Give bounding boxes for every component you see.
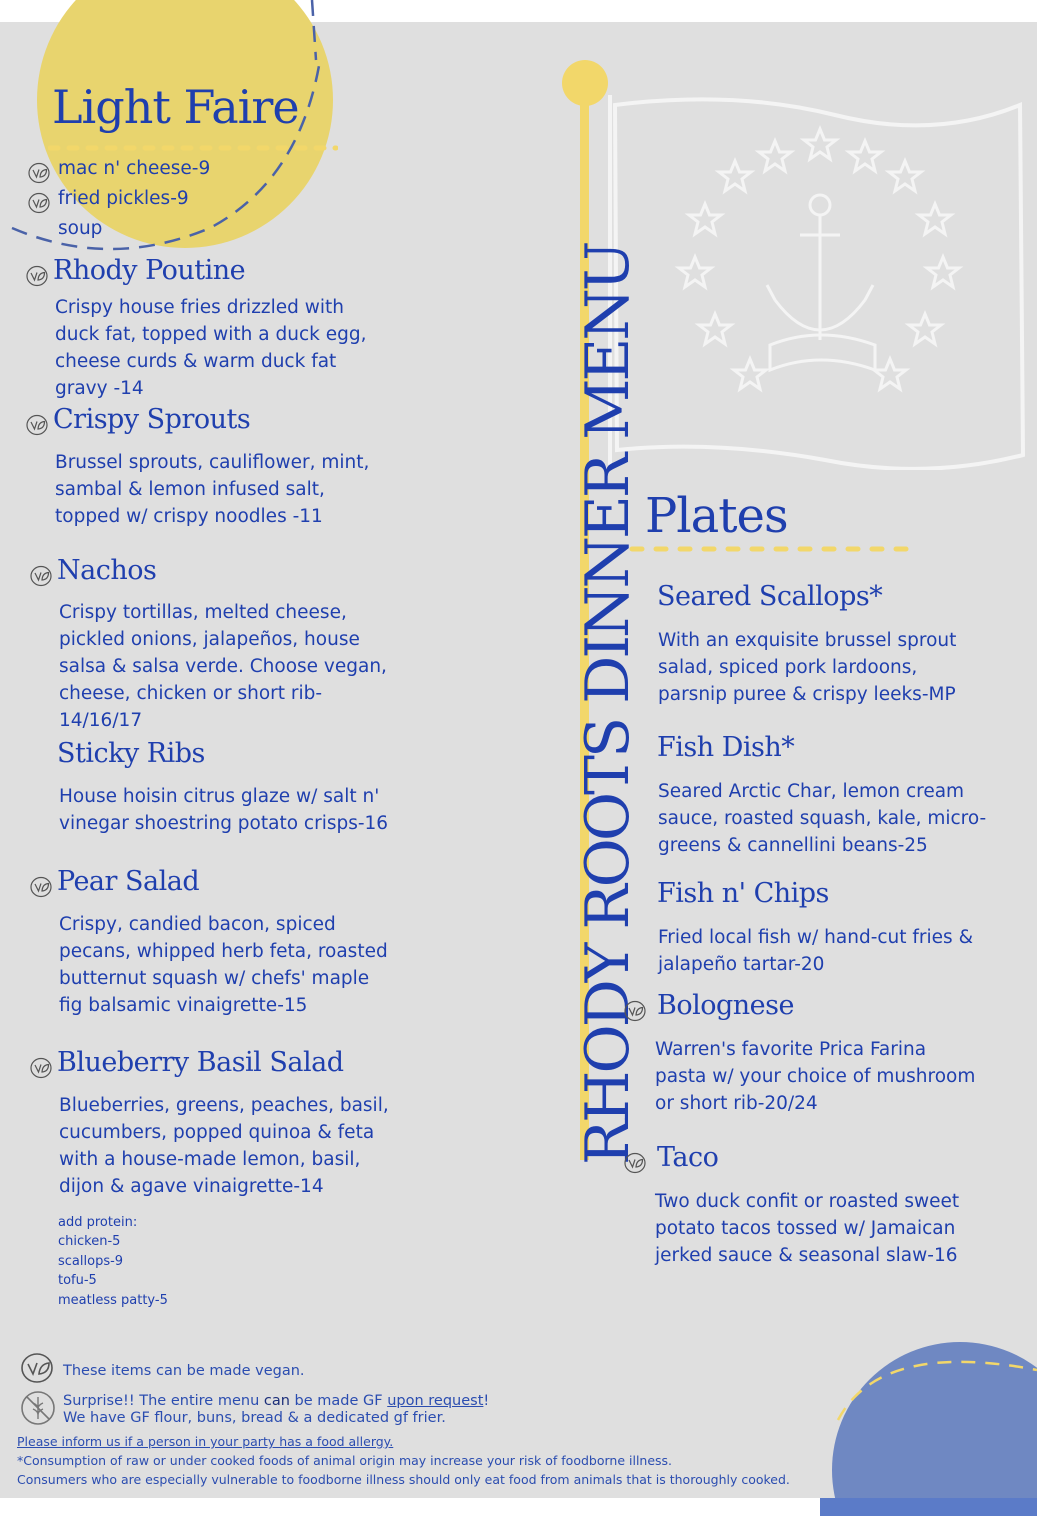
menu-item-description: butternut squash w/ chefs' maple [59,968,370,989]
menu-item-title: Nachos [57,555,157,586]
consumption-warning-1: *Consumption of raw or under cooked foods of animal origin may increase your risk of foodborne illness. [17,1453,673,1468]
light-faire-item: soup [58,218,103,239]
vegan-icon [26,265,48,287]
vegan-icon [624,1152,646,1174]
upon-request-link[interactable]: upon request [387,1393,484,1409]
menu-item-description: gravy -14 [55,378,144,399]
gf-note-line2: We have GF flour, buns, bread & a dedicated gf frier. [63,1410,446,1426]
plate-item-description: greens & cannellini beans-25 [658,835,928,856]
menu-item-title: Sticky Ribs [57,738,205,769]
rhode-island-flag-outline [605,85,1030,470]
plate-item-description: jerked sauce & seasonal slaw-16 [655,1245,958,1266]
plate-item-description: Seared Arctic Char, lemon cream [658,781,965,802]
menu-item-description: cheese, chicken or short rib- [59,683,323,704]
protein-option: scallops-9 [58,1253,124,1269]
plate-item-description: pasta w/ your choice of mushroom [655,1066,976,1087]
menu-title: RHODY ROOTS DINNER MENU [573,243,643,1165]
light-faire-heading: Light Faire [52,80,299,134]
consumption-warning-2: Consumers who are especially vulnerable to foodborne illness should only eat food from animals that is thoroughly cooked. [17,1472,790,1487]
menu-item-description: Blueberries, greens, peaches, basil, [59,1095,389,1116]
gluten-free-icon [20,1390,56,1426]
menu-item-title: Rhody Poutine [53,255,246,286]
menu-item-description: with a house-made lemon, basil, [59,1149,361,1170]
protein-option: chicken-5 [58,1234,121,1249]
protein-option: tofu-5 [58,1273,97,1288]
vegan-icon [30,1057,52,1079]
menu-item-description: Crispy tortillas, melted cheese, [59,602,347,623]
plate-item-description: sauce, roasted squash, kale, micro- [658,808,987,829]
vegan-icon [28,162,50,184]
plate-item-description: Warren's favorite Prica Farina [655,1039,927,1060]
add-protein-label: add protein: [58,1215,138,1230]
vegan-icon [26,414,48,436]
menu-item-description: House hoisin citrus glaze w/ salt n' [59,786,380,807]
gf-note-text-c: be made GF [289,1393,388,1409]
menu-item-description: salsa & salsa verde. Choose vegan, [59,656,387,677]
plate-item-title: Taco [657,1142,719,1173]
plate-item-description: or short rib-20/24 [655,1093,818,1114]
menu-item-description: cucumbers, popped quinoa & feta [59,1122,375,1143]
menu-item-description: duck fat, topped with a duck egg, [55,324,367,345]
plate-item-description: parsnip puree & crispy leeks-MP [658,684,956,705]
vegan-icon [30,565,52,587]
plate-item-description: salad, spiced pork lardoons, [658,657,918,678]
plate-item-description: With an exquisite brussel sprout [658,630,957,651]
menu-item-description: Brussel sprouts, cauliflower, mint, [55,452,370,473]
menu-item-title: Pear Salad [57,866,200,897]
heading-dotted-divider [48,143,338,153]
gf-note-line1 [63,1393,489,1409]
plate-item-title: Fish n' Chips [657,878,829,909]
plate-item-title: Seared Scallops* [657,581,883,612]
menu-item-description: vinegar shoestring potato crisps-16 [59,813,389,834]
menu-item-description: topped w/ crispy noodles -11 [55,506,323,527]
menu-item-description: cheese curds & warm duck fat [55,351,337,372]
allergy-note-link[interactable]: Please inform us if a person in your party has a food allergy. [17,1434,394,1449]
vegan-icon [28,192,50,214]
vegan-legend-text: These items can be made vegan. [63,1363,305,1379]
title-pole-ball [562,60,608,106]
menu-item-description: Crispy house fries drizzled with [55,297,345,318]
plate-item-description: Fried local fish w/ hand-cut fries & [658,927,973,948]
plate-item-title: Bolognese [657,990,794,1021]
menu-item-description: pickled onions, jalapeños, house [59,629,360,650]
plate-item-description: Two duck confit or roasted sweet [655,1191,960,1212]
menu-item-description: dijon & agave vinaigrette-14 [59,1176,324,1197]
menu-item-description: fig balsamic vinaigrette-15 [59,995,308,1016]
plates-dotted-divider [628,544,920,554]
menu-item-title: Blueberry Basil Salad [57,1047,344,1078]
menu-item-description: Crispy, candied bacon, spiced [59,914,336,935]
vegan-icon [624,1000,646,1022]
menu-item-title: Crispy Sprouts [53,404,251,435]
plate-item-description: potato tacos tossed w/ Jamaican [655,1218,956,1239]
vegan-icon [30,876,52,898]
protein-option: meatless patty-5 [58,1292,168,1308]
gf-note-text-b: can [263,1393,290,1409]
menu-item-description: pecans, whipped herb feta, roasted [59,941,388,962]
plates-heading: Plates [645,488,788,544]
vegan-legend-icon [20,1352,54,1384]
gf-note-text-d: ! [483,1393,490,1409]
menu-item-description: 14/16/17 [59,710,143,731]
light-faire-item: fried pickles-9 [58,188,189,209]
blue-circle-decoration [820,1320,1037,1516]
menu-item-description: sambal & lemon infused salt, [55,479,325,500]
plate-item-title: Fish Dish* [657,732,795,763]
plate-item-description: jalapeño tartar-20 [658,954,825,975]
gf-note-text-a: Surprise!! The entire menu [63,1393,264,1409]
light-faire-item: mac n' cheese-9 [58,158,211,179]
